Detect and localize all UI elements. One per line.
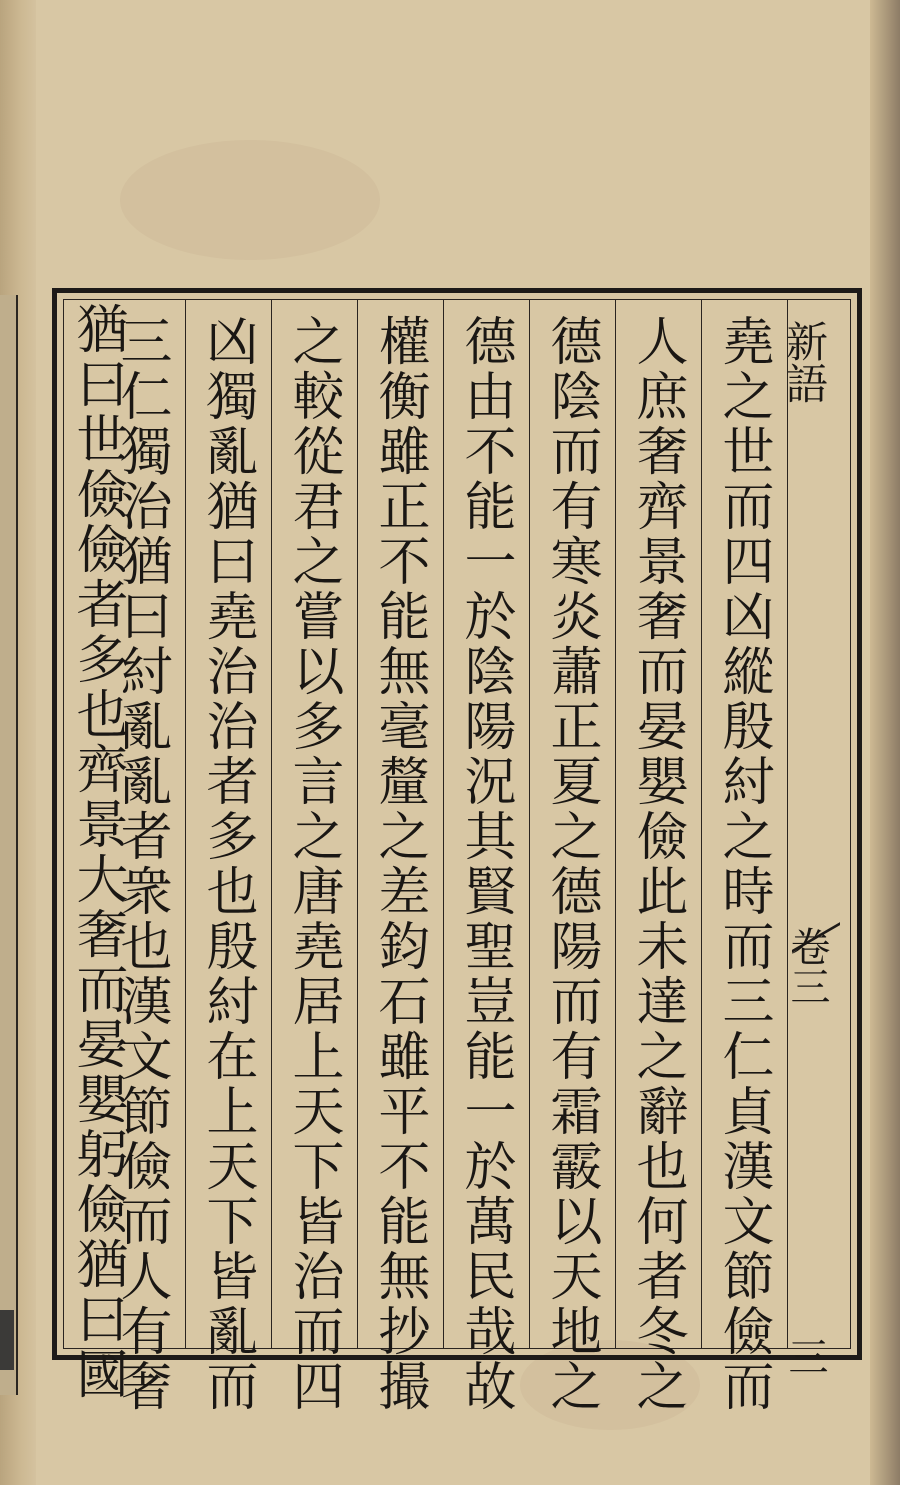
text-column-7: 凶獨亂猶曰堯治治者多也殷紂在上天下皆亂而 bbox=[197, 314, 257, 1414]
column-rule bbox=[357, 300, 358, 1348]
column-rule bbox=[787, 300, 788, 1348]
text-column-6: 之較從君之嘗以多言之唐堯居上天下皆治而四 bbox=[283, 314, 343, 1414]
text-frame bbox=[52, 288, 862, 1414]
text-column-5: 權衡雖正不能無毫釐之差鈞石雖平不能無抄撮 bbox=[369, 314, 429, 1414]
paper-stain bbox=[120, 140, 380, 260]
column-rule bbox=[271, 300, 272, 1348]
text-column-4: 德由不能一於陰陽況其賢聖豈能一於萬民哉故 bbox=[455, 314, 515, 1414]
column-rule bbox=[529, 300, 530, 1348]
page-edge-shadow bbox=[870, 0, 900, 1485]
text-column-9: 猶曰世儉儉者多也齊景大奢而晏嬰躬儉猶曰國 bbox=[67, 302, 127, 1402]
block-heart-column bbox=[780, 306, 844, 1376]
column-rule bbox=[185, 300, 186, 1348]
column-rule bbox=[443, 300, 444, 1348]
juan-label: 卷三 bbox=[784, 926, 830, 1006]
text-column-8: 三仁獨治猶曰紂亂亂者衆也漢文節儉而人有奢 bbox=[111, 314, 171, 1414]
text-column-2: 人庶奢齊景奢而晏嬰儉此未達之辭也何者冬之 bbox=[627, 314, 687, 1414]
text-frame-inner bbox=[63, 299, 851, 1414]
text-column-1: 堯之世而四凶縱殷紂之時而三仁貞漢文節儉而 bbox=[713, 314, 773, 1414]
column-rule bbox=[615, 300, 616, 1348]
book-title: 新語 bbox=[780, 320, 829, 404]
page-number: 三 bbox=[782, 1336, 828, 1376]
text-column-3: 德陰而有寒炎蕭正夏之德陽而有霜霰以天地之 bbox=[541, 314, 601, 1414]
column-rule bbox=[701, 300, 702, 1348]
